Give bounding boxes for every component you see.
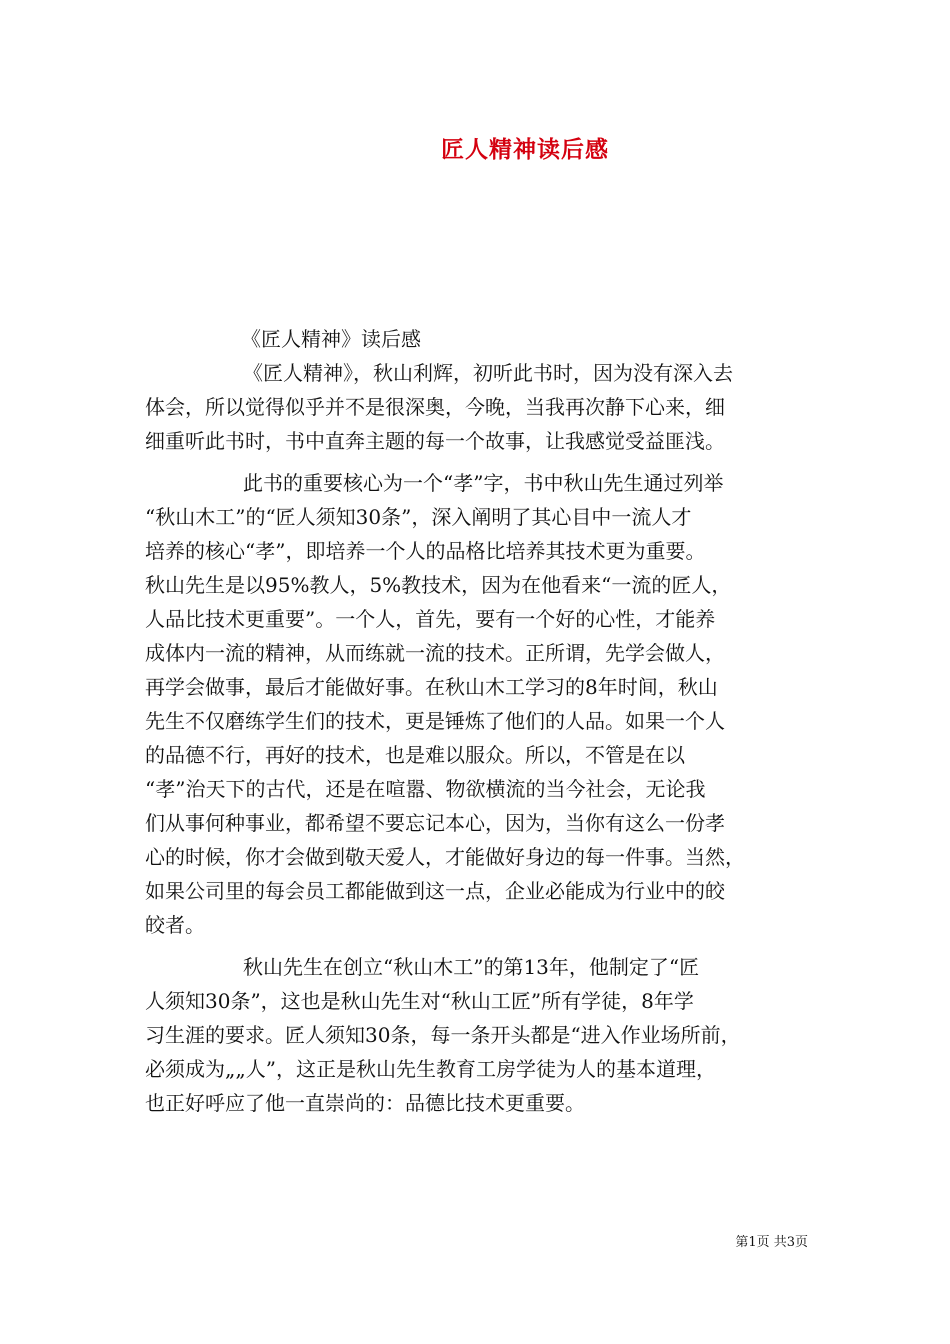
- paragraph-line: 心的时候，你才会做到敬天爱人，才能做好身边的每一件事。当然，: [145, 845, 745, 869]
- paragraph-line: 再学会做事，最后才能做好事。在秋山木工学习的8年时间，秋山: [145, 675, 718, 699]
- paragraph-line: 人须知30条”，这也是秋山先生对“秋山工匠”所有学徒，8年学: [145, 989, 694, 1013]
- paragraph-line: 们从事何种事业，都希望不要忘记本心，因为，当你有这么一份孝: [145, 811, 725, 835]
- paragraph-line: 培养的核心“孝”，即培养一个人的品格比培养其技术更为重要。: [145, 539, 706, 563]
- paragraph-line: 也正好呼应了他一直崇尚的：品德比技术更重要。: [145, 1091, 585, 1115]
- paragraph-line: 必须成为„„人”，这正是秋山先生教育工房学徒为人的基本道理，: [145, 1057, 716, 1081]
- document-body: [145, 322, 825, 1120]
- paragraph-line: 细重听此书时，书中直奔主题的每一个故事，让我感觉受益匪浅。: [145, 429, 725, 453]
- page-number: 第1页 共3页: [735, 1235, 808, 1250]
- paragraph-line: 习生涯的要求。匠人须知30条，每一条开头都是“进入作业场所前，: [145, 1023, 741, 1047]
- document-subtitle: 《匠人精神》读后感: [241, 327, 421, 351]
- page-title: 匠人精神读后感: [441, 136, 609, 163]
- paragraph-3: [145, 950, 825, 1120]
- paragraph-line: 此书的重要核心为一个“孝”字，书中秋山先生通过列举: [243, 471, 724, 495]
- paragraph-line: 《匠人精神》，秋山利辉，初听此书时，因为没有深入去: [243, 361, 733, 385]
- paragraph-2: [145, 466, 825, 942]
- paragraph-1: [145, 356, 825, 458]
- paragraph-line: 如果公司里的每会员工都能做到这一点，企业必能成为行业中的皎: [145, 879, 725, 903]
- paragraph-line: 先生不仅磨练学生们的技术，更是锤炼了他们的人品。如果一个人: [145, 709, 725, 733]
- paragraph-line: 的品德不行，再好的技术，也是难以服众。所以，不管是在以: [145, 743, 685, 767]
- paragraph-line: “秋山木工”的“匠人须知30条”，深入阐明了其心目中一流人才: [145, 505, 692, 529]
- paragraph-line: 成体内一流的精神，从而练就一流的技术。正所谓，先学会做人，: [145, 641, 725, 665]
- paragraph-line: 人品比技术更重要”。一个人，首先，要有一个好的心性，才能养: [145, 607, 716, 631]
- paragraph-line: 体会，所以觉得似乎并不是很深奥，今晚，当我再次静下心来，细: [145, 395, 725, 419]
- page-footer: [735, 1234, 808, 1252]
- paragraph-line: “孝”治天下的古代，还是在喧嚣、物欲横流的当今社会，无论我: [145, 777, 706, 801]
- paragraph-line: 秋山先生在创立“秋山木工”的第13年，他制定了“匠: [243, 955, 700, 979]
- paragraph-line: 秋山先生是以95%教人，5%教技术，因为在他看来“一流的匠人，: [145, 573, 732, 597]
- paragraph-line: 皎者。: [145, 913, 205, 937]
